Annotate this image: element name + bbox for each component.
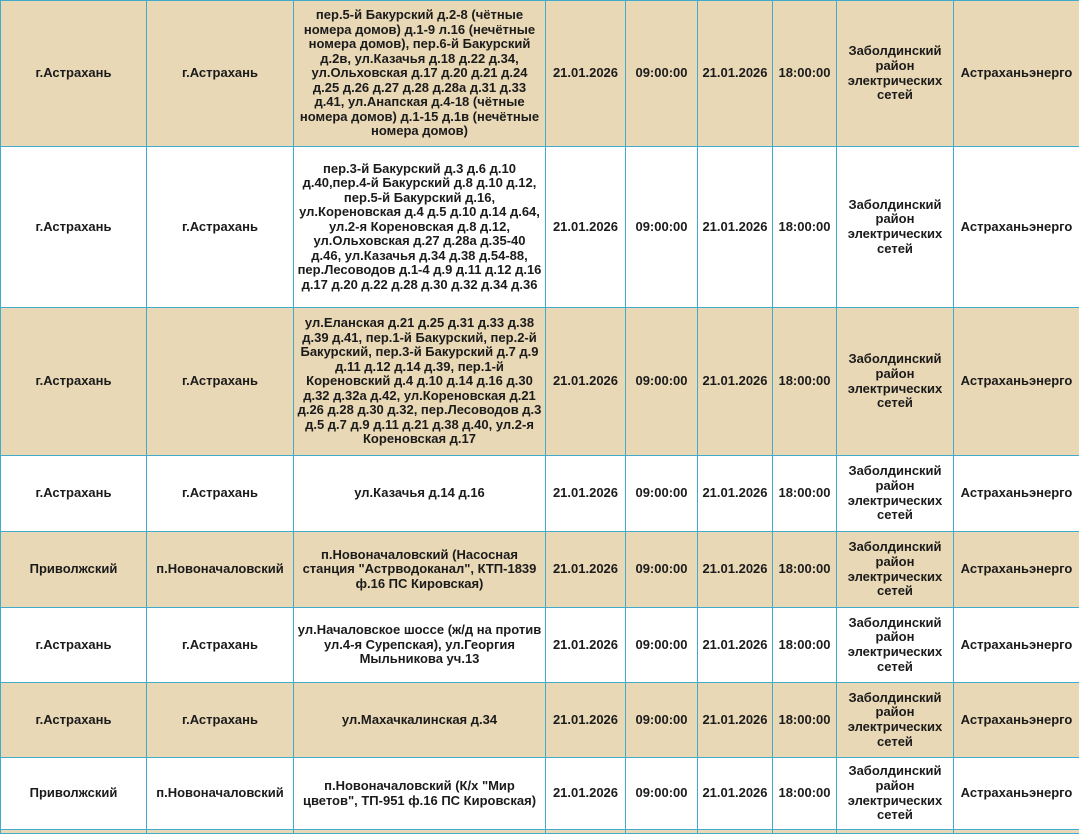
start-time-cell: 09:00:00 <box>626 147 698 308</box>
end-time-cell: 18:00:00 <box>773 1 837 147</box>
settlement-cell: г.Астрахань <box>147 1 294 147</box>
table-row <box>1 308 1079 456</box>
start-time-cell: 09:00:00 <box>626 308 698 456</box>
end-time-cell: 18:00:00 <box>773 608 837 683</box>
end-date-cell: 21.01.2026 <box>698 147 773 308</box>
table-row-partial <box>1 830 1079 834</box>
addresses-cell: пер.3-й Бакурский д.3 д.6 д.10 д.40,пер.4-й Бакурский д.8 д.10 д.12, пер.5-й Бакурский д.16, ул.Кореновская д.4 д.5 д.10 д.14 д.64, ул.2-я Кореновская д.8 д.12, ул.Ольховская д.27 д.28а д.35-40 д.46, ул.Казачья д.34 д.38 д.54-88, пер.Лесоводов д.1-4 д.9 д.11 д.12 д.16 д.17 д.20 д.22 д.28 д.30 д.32 д.34 д.36 <box>294 147 546 308</box>
division-cell: Заболдинский район электрических сетей <box>837 147 954 308</box>
start-date-cell: 21.01.2026 <box>546 532 626 608</box>
end-time-cell <box>773 830 837 834</box>
district-cell: Приволжский <box>1 532 147 608</box>
start-date-cell: 21.01.2026 <box>546 1 626 147</box>
addresses-cell: п.Новоначаловский (К/х "Мир цветов", ТП-951 ф.16 ПС Кировская) <box>294 758 546 830</box>
division-cell: Заболдинский район электрических сетей <box>837 532 954 608</box>
division-cell: Заболдинский район электрических сетей <box>837 308 954 456</box>
end-date-cell: 21.01.2026 <box>698 1 773 147</box>
company-cell: Астраханьэнерго <box>954 456 1079 532</box>
start-date-cell <box>546 830 626 834</box>
settlement-cell: г.Астрахань <box>147 456 294 532</box>
settlement-cell <box>147 830 294 834</box>
start-time-cell: 09:00:00 <box>626 758 698 830</box>
end-date-cell: 21.01.2026 <box>698 608 773 683</box>
division-cell: Заболдинский район электрических сетей <box>837 456 954 532</box>
start-time-cell: 09:00:00 <box>626 532 698 608</box>
addresses-cell <box>294 830 546 834</box>
division-cell: Заболдинский район электрических сетей <box>837 683 954 758</box>
division-cell <box>837 830 954 834</box>
district-cell: г.Астрахань <box>1 308 147 456</box>
addresses-cell: п.Новоначаловский (Насосная станция "Астрводоканал", КТП-1839 ф.16 ПС Кировская) <box>294 532 546 608</box>
district-cell <box>1 830 147 834</box>
table-row <box>1 608 1079 683</box>
addresses-cell: ул.Казачья д.14 д.16 <box>294 456 546 532</box>
end-date-cell: 21.01.2026 <box>698 683 773 758</box>
start-date-cell: 21.01.2026 <box>546 147 626 308</box>
company-cell: Астраханьэнерго <box>954 758 1079 830</box>
start-time-cell: 09:00:00 <box>626 456 698 532</box>
start-time-cell <box>626 830 698 834</box>
division-cell: Заболдинский район электрических сетей <box>837 1 954 147</box>
company-cell: Астраханьэнерго <box>954 147 1079 308</box>
district-cell: г.Астрахань <box>1 1 147 147</box>
table-row <box>1 532 1079 608</box>
table-row <box>1 1 1079 147</box>
district-cell: г.Астрахань <box>1 683 147 758</box>
start-date-cell: 21.01.2026 <box>546 308 626 456</box>
start-time-cell: 09:00:00 <box>626 608 698 683</box>
table-row <box>1 683 1079 758</box>
start-date-cell: 21.01.2026 <box>546 456 626 532</box>
end-date-cell <box>698 830 773 834</box>
addresses-cell: ул.Махачкалинская д.34 <box>294 683 546 758</box>
addresses-cell: пер.5-й Бакурский д.2-8 (чётные номера домов) д.1-9 л.16 (нечётные номера домов), пер.6-й Бакурский д.2в, ул.Казачья д.18 д.22 д.34, ул.Ольховская д.17 д.20 д.21 д.24 д.25 д.26 д.27 д.28 д.28а д.31 д.33 д.41, ул.Анапская д.4-18 (чётные номера домов) д.1-15 д.1в (нечётные номера домов) <box>294 1 546 147</box>
end-time-cell: 18:00:00 <box>773 147 837 308</box>
end-time-cell: 18:00:00 <box>773 758 837 830</box>
district-cell: г.Астрахань <box>1 608 147 683</box>
district-cell: Приволжский <box>1 758 147 830</box>
end-time-cell: 18:00:00 <box>773 532 837 608</box>
company-cell: Астраханьэнерго <box>954 1 1079 147</box>
company-cell <box>954 830 1079 834</box>
company-cell: Астраханьэнерго <box>954 532 1079 608</box>
table-row <box>1 147 1079 308</box>
settlement-cell: г.Астрахань <box>147 608 294 683</box>
addresses-cell: ул.Началовское шоссе (ж/д на против ул.4-я Сурепская), ул.Георгия Мыльникова уч.13 <box>294 608 546 683</box>
district-cell: г.Астрахань <box>1 147 147 308</box>
division-cell: Заболдинский район электрических сетей <box>837 758 954 830</box>
start-time-cell: 09:00:00 <box>626 683 698 758</box>
end-time-cell: 18:00:00 <box>773 308 837 456</box>
table-row <box>1 758 1079 830</box>
settlement-cell: п.Новоначаловский <box>147 758 294 830</box>
start-date-cell: 21.01.2026 <box>546 608 626 683</box>
company-cell: Астраханьэнерго <box>954 608 1079 683</box>
division-cell: Заболдинский район электрических сетей <box>837 608 954 683</box>
settlement-cell: г.Астрахань <box>147 683 294 758</box>
end-date-cell: 21.01.2026 <box>698 308 773 456</box>
company-cell: Астраханьэнерго <box>954 308 1079 456</box>
settlement-cell: п.Новоначаловский <box>147 532 294 608</box>
end-time-cell: 18:00:00 <box>773 456 837 532</box>
district-cell: г.Астрахань <box>1 456 147 532</box>
start-date-cell: 21.01.2026 <box>546 683 626 758</box>
end-date-cell: 21.01.2026 <box>698 456 773 532</box>
start-time-cell: 09:00:00 <box>626 1 698 147</box>
addresses-cell: ул.Еланская д.21 д.25 д.31 д.33 д.38 д.39 д.41, пер.1-й Бакурский, пер.2-й Бакурский, пер.3-й Бакурский д.7 д.9 д.11 д.12 д.14 д.39, пер.1-й Кореновский д.4 д.10 д.14 д.16 д.30 д.32 д.32а д.42, ул.Кореновская д.21 д.26 д.28 д.30 д.32, пер.Лесоводов д.3 д.5 д.7 д.9 д.11 д.21 д.38 д.40, ул.2-я Кореновская д.17 <box>294 308 546 456</box>
settlement-cell: г.Астрахань <box>147 308 294 456</box>
company-cell: Астраханьэнерго <box>954 683 1079 758</box>
end-date-cell: 21.01.2026 <box>698 758 773 830</box>
table-row <box>1 456 1079 532</box>
start-date-cell: 21.01.2026 <box>546 758 626 830</box>
end-date-cell: 21.01.2026 <box>698 532 773 608</box>
end-time-cell: 18:00:00 <box>773 683 837 758</box>
settlement-cell: г.Астрахань <box>147 147 294 308</box>
